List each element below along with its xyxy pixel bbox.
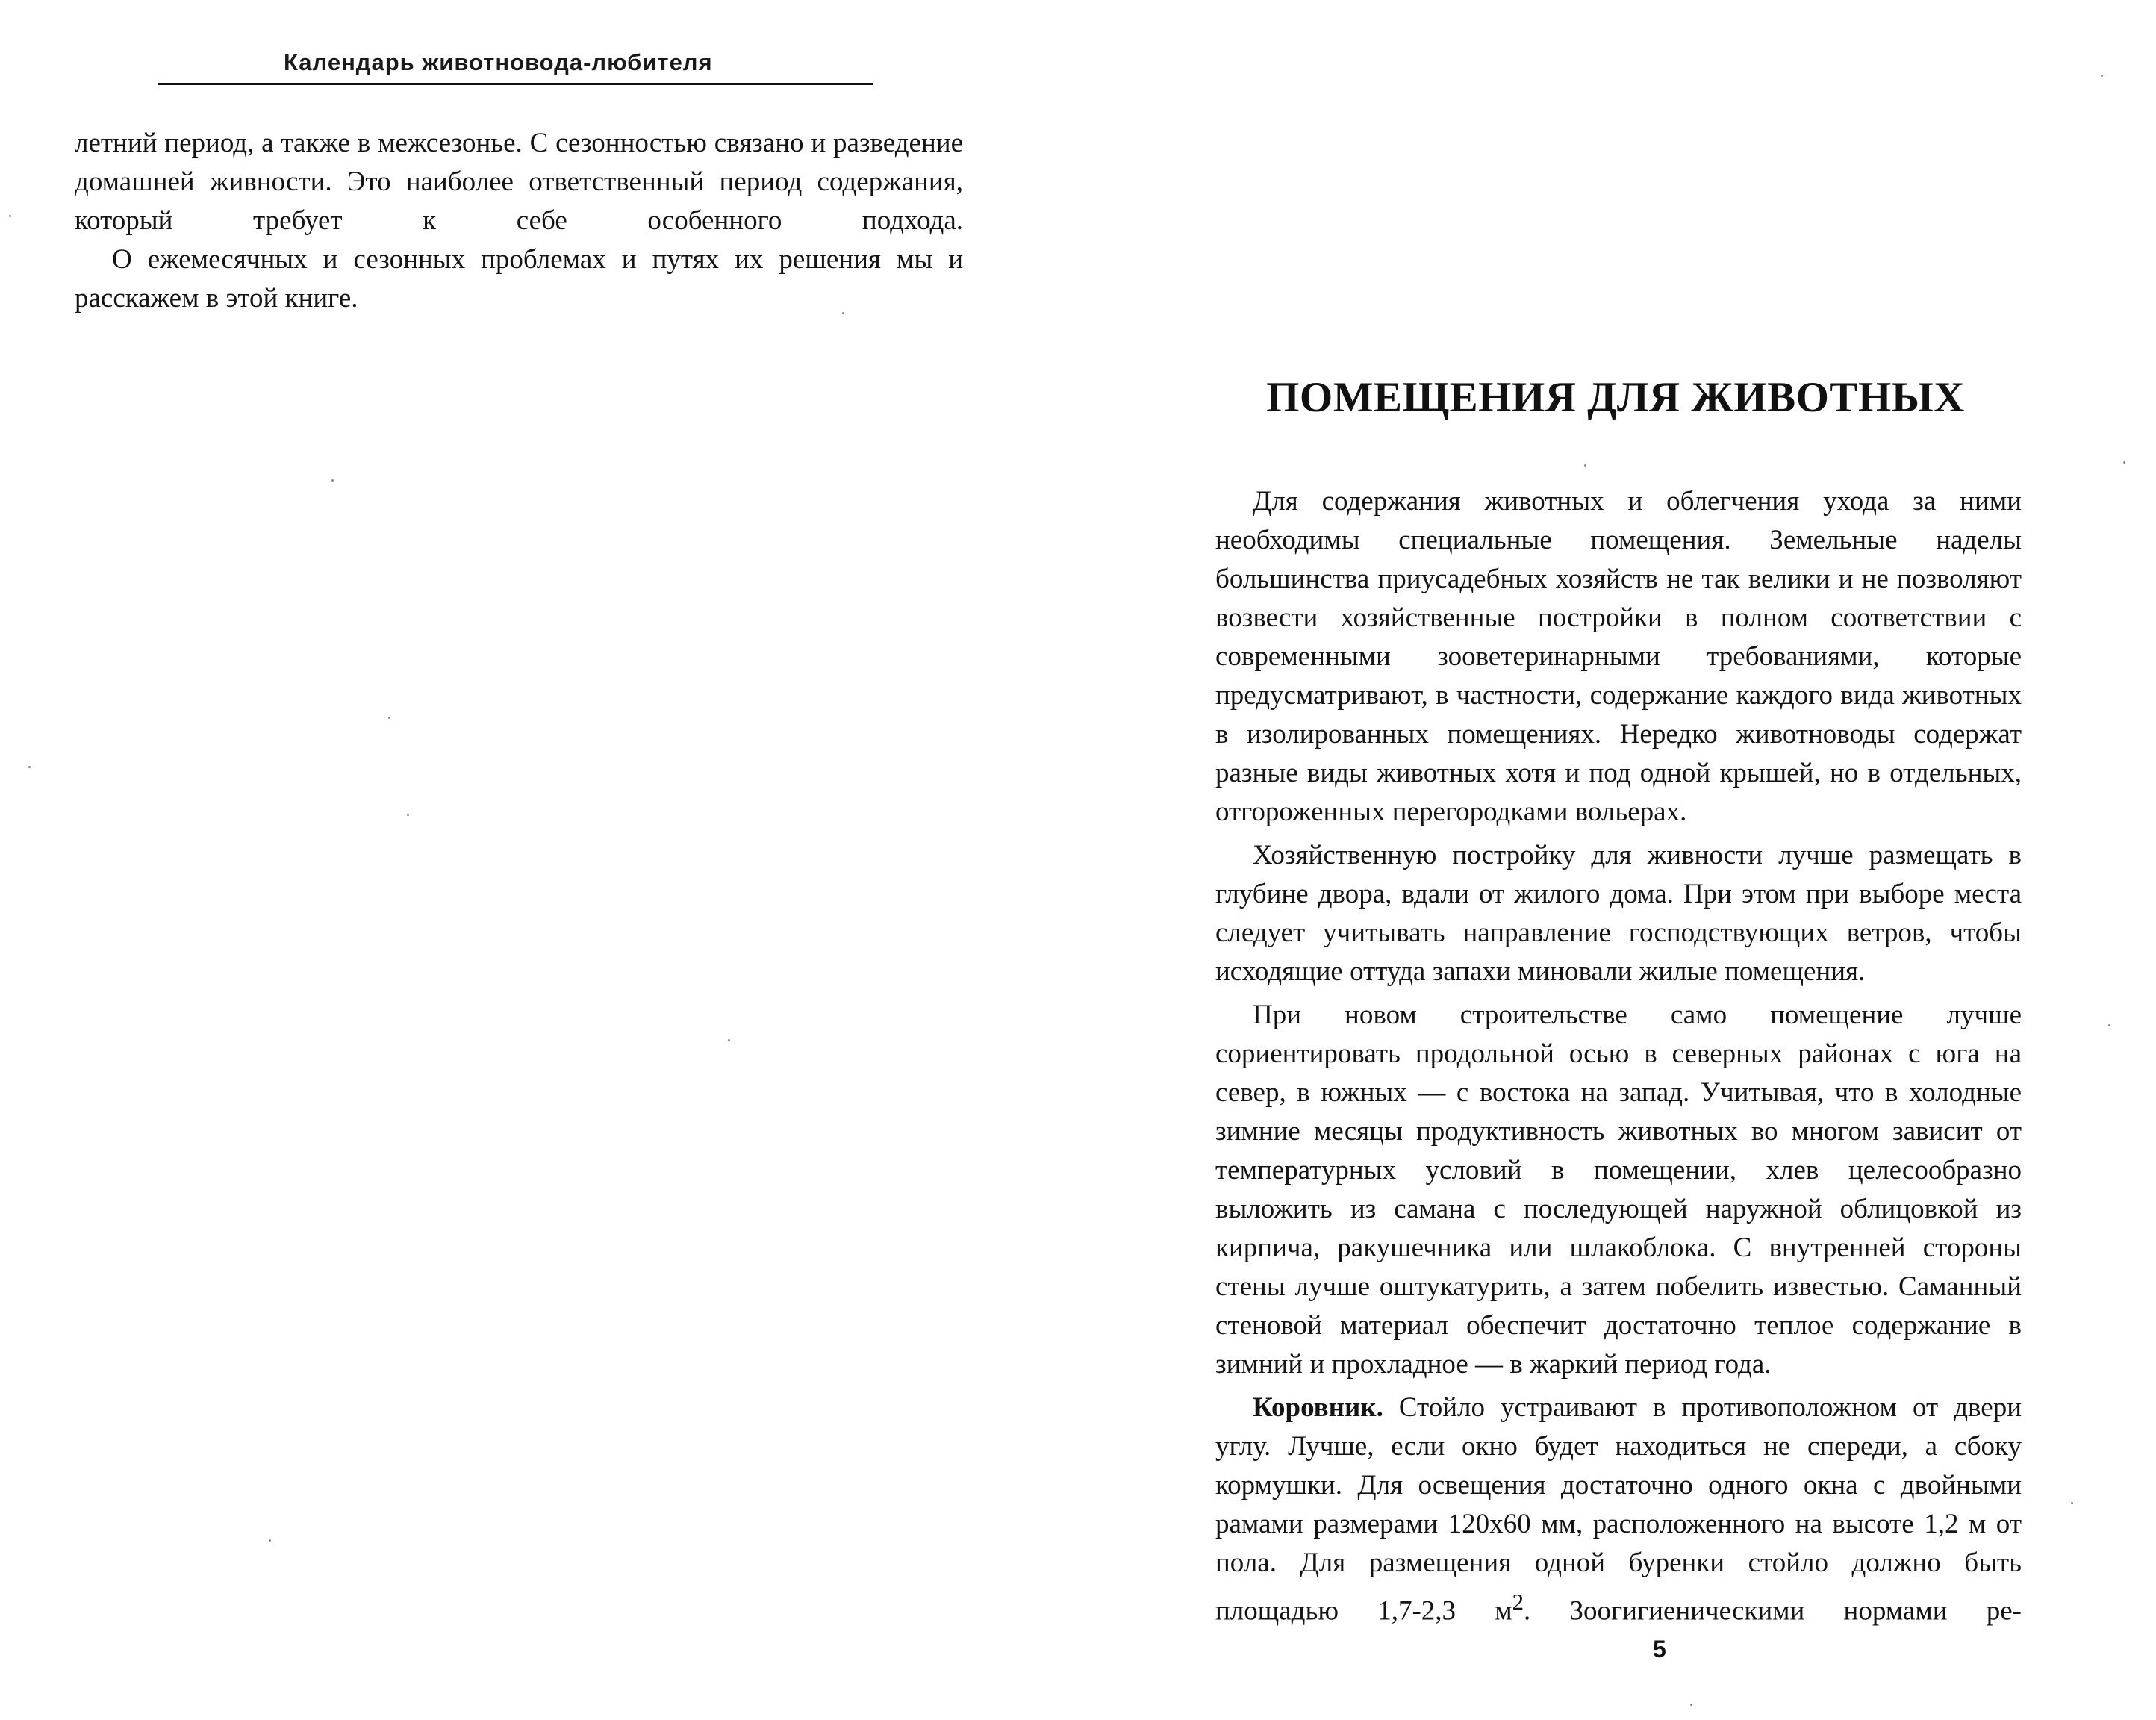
scan-speck — [331, 479, 334, 482]
left-page-text — [75, 124, 963, 318]
header-rule — [158, 83, 873, 85]
scan-speck — [728, 1039, 730, 1041]
scan-speck — [9, 215, 11, 217]
right-page-text — [1215, 482, 2022, 1630]
right-page — [1078, 0, 2156, 1720]
scan-speck — [2101, 75, 2103, 77]
scan-speck — [2108, 1024, 2110, 1026]
chapter-title: ПОМЕЩЕНИЯ ДЛЯ ЖИВОТНЫХ — [1266, 374, 1965, 421]
scan-speck — [269, 1539, 271, 1542]
body-paragraph-cowshed — [1215, 1389, 2022, 1630]
superscript: 2 — [1512, 1589, 1524, 1615]
body-paragraph: Хозяйственную постройку для живности лучше размещать в глубине двора, вдали от жилого дома. При этом при выборе места следует учитывать направление господствующих ветров, чтобы исходящие оттуда запахи миновали жилые помещения. — [1215, 840, 2022, 987]
body-paragraph: При новом строительстве само помещение лучше сориентировать продольной осью в северных районах с юга на север, в южных — с востока на запад. Учитывая, что в холодные зимние месяцы продуктивность животных во многом зависит от температурных условий в помещении, хлев целесообразно выложить из самана с последующей наружной облицовкой из кирпича, ракушечника или шлакоблока. С внутренней стороны стены лучше оштукатурить, а затем побелить известью. Саманный стеновой материал обеспечит достаточно теплое содержание в зимний и прохладное — в жаркий период года. — [1215, 1000, 2022, 1380]
paragraph-text: . Зоогигиеническими нормами ре- — [1524, 1595, 2022, 1627]
scan-speck — [842, 312, 844, 314]
running-header: Календарь животновода-любителя — [284, 49, 713, 75]
scan-speck — [407, 814, 409, 816]
paragraph-text: Стойло устраивают в противоположном от двери углу. Лучше, если окно будет находиться не спереди, а сбоку кормушки. Для освещения достаточно одного окна с двойными рамами размерами 120х60 мм, расположенного на высоте 1,2 м от пола. Для размещения одной буренки стойло должно быть площадью 1,7-2,3 м — [1215, 1392, 2022, 1627]
section-lead-term: Коровник. — [1253, 1392, 1383, 1423]
body-paragraph: О ежемесячных и сезонных проблемах и путях их решения мы и расскажем в этой книге. — [75, 244, 963, 314]
page-number: 5 — [1653, 1636, 1666, 1663]
scan-speck — [2071, 1502, 2073, 1504]
body-paragraph: Для содержания животных и облегчения ухода за ними необходимы специальные помещения. Земельные наделы большинства приусадебных хозяйств не так велики и не позволяют возвести хозяйственные постройки в полном соответствии с современными зооветеринарными требованиями, которые предусматривают, в частности, содержание каждого вида животных в изолированных помещениях. Нередко животноводы содержат разные виды животных хотя и под одной крышей, но в отдельных, отгороженных перегородками вольерах. — [1215, 486, 2022, 827]
scan-speck — [28, 766, 31, 768]
scan-speck — [1584, 464, 1586, 467]
scan-speck — [2123, 461, 2125, 464]
scan-speck — [1690, 1704, 1692, 1706]
body-paragraph: летний период, а также в межсезонье. С сезонностью связано и разведение домашней живности. Это наиболее ответственный период содержания, который требует к себе особенного подхода. — [75, 128, 963, 236]
scan-speck — [388, 717, 390, 719]
